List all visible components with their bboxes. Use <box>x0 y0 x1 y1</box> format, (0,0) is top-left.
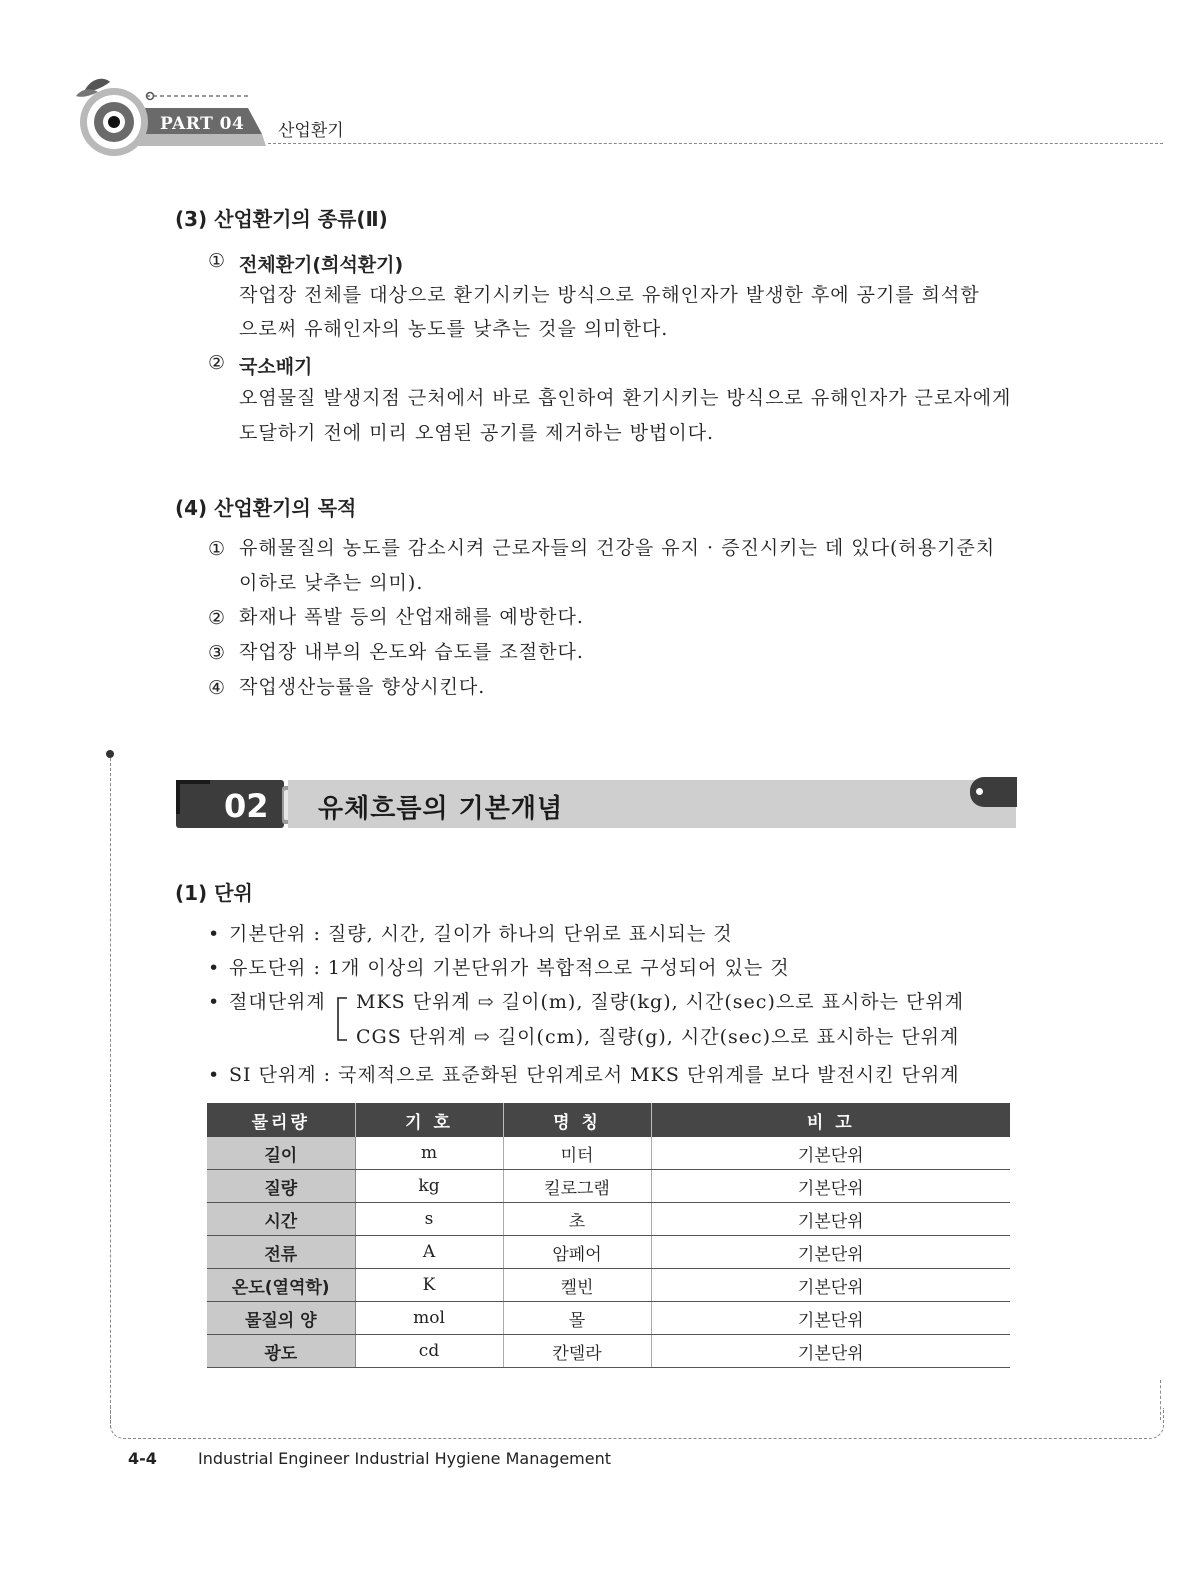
col-header: 기 호 <box>355 1103 503 1137</box>
cell-name: 칸델라 <box>503 1335 651 1368</box>
paragraph-line: 작업장 전체를 대상으로 환기시키는 방식으로 유해인자가 발생한 후에 공기를 희석함 <box>239 284 980 306</box>
col-header: 비 고 <box>651 1103 1010 1137</box>
col-header: 명 칭 <box>503 1103 651 1137</box>
cell-note: 기본단위 <box>651 1302 1010 1335</box>
paragraph-line: 으로써 유해인자의 농도를 낮추는 것을 의미한다. <box>239 318 669 340</box>
item-marker: ③ <box>208 642 226 664</box>
paragraph-line: 오염물질 발생지점 근처에서 바로 흡인하여 환기시키는 방식으로 유해인자가 근로자에게 <box>239 387 1012 409</box>
cell-symbol: m <box>355 1137 503 1170</box>
cell-name: 몰 <box>503 1302 651 1335</box>
cell-note: 기본단위 <box>651 1236 1010 1269</box>
cell-note: 기본단위 <box>651 1170 1010 1203</box>
frame-border-left <box>110 758 111 1428</box>
cell-quantity: 온도(열역학) <box>207 1269 355 1302</box>
item-title: 전체환기(희석환기) <box>239 254 404 276</box>
cell-symbol: s <box>355 1203 503 1236</box>
cell-quantity: 물질의 양 <box>207 1302 355 1335</box>
table-row <box>207 1302 1010 1335</box>
table-row <box>207 1203 1010 1236</box>
bullet-dot: • <box>208 923 221 945</box>
section3-heading: (3) 산업환기의 종류(Ⅱ) <box>175 207 388 231</box>
cell-symbol: mol <box>355 1302 503 1335</box>
chapter-number: 02 <box>224 787 269 825</box>
frame-dot <box>106 750 114 758</box>
bullet-dot: • <box>208 991 221 1013</box>
list-item: 작업장 내부의 온도와 습도를 조절한다. <box>239 641 584 663</box>
item-marker: ① <box>208 538 226 560</box>
cell-note: 기본단위 <box>651 1335 1010 1368</box>
part-label: PART 04 <box>160 114 245 134</box>
part-title: 산업환기 <box>278 121 344 141</box>
frame-border-right <box>1160 1380 1161 1420</box>
mks-line: MKS 단위계 ⇨ 길이(m), 질량(kg), 시간(sec)으로 표시하는 단위계 <box>356 991 965 1013</box>
paragraph-line: 도달하기 전에 미리 오염된 공기를 제거하는 방법이다. <box>239 422 715 444</box>
cell-symbol: K <box>355 1269 503 1302</box>
table-row <box>207 1335 1010 1368</box>
bracket-icon <box>333 996 349 1044</box>
table-header-row <box>207 1103 1010 1137</box>
cell-name: 켈빈 <box>503 1269 651 1302</box>
banner-dot <box>976 788 983 795</box>
cell-symbol: kg <box>355 1170 503 1203</box>
bullet-dot: • <box>208 957 221 979</box>
bullet-text: 기본단위 : 질량, 시간, 길이가 하나의 단위로 표시되는 것 <box>229 923 733 945</box>
item-marker: ② <box>208 352 226 374</box>
cell-quantity: 전류 <box>207 1236 355 1269</box>
cell-quantity: 광도 <box>207 1335 355 1368</box>
book-title: Industrial Engineer Industrial Hygiene Management <box>198 1449 612 1468</box>
list-item: 이하로 낮추는 의미). <box>239 572 424 594</box>
cell-name: 킬로그램 <box>503 1170 651 1203</box>
bullet-text: 유도단위 : 1개 이상의 기본단위가 복합적으로 구성되어 있는 것 <box>229 957 790 979</box>
item-marker: ① <box>208 250 226 272</box>
si-units-table <box>207 1103 1010 1368</box>
list-item: 화재나 폭발 등의 산업재해를 예방한다. <box>239 606 584 628</box>
table-row <box>207 1137 1010 1170</box>
cell-symbol: cd <box>355 1335 503 1368</box>
cell-note: 기본단위 <box>651 1203 1010 1236</box>
cell-name: 암페어 <box>503 1236 651 1269</box>
table-row <box>207 1236 1010 1269</box>
item-marker: ② <box>208 607 226 629</box>
units-heading: (1) 단위 <box>175 881 253 905</box>
cell-note: 기본단위 <box>651 1137 1010 1170</box>
cell-quantity: 시간 <box>207 1203 355 1236</box>
bullet-dot: • <box>208 1064 221 1086</box>
cell-name: 초 <box>503 1203 651 1236</box>
item-title: 국소배기 <box>239 356 313 378</box>
section4-heading: (4) 산업환기의 목적 <box>175 496 357 520</box>
cell-symbol: A <box>355 1236 503 1269</box>
table-row <box>207 1170 1010 1203</box>
frame-border-bottom <box>110 1408 1164 1439</box>
cgs-line: CGS 단위계 ⇨ 길이(cm), 질량(g), 시간(sec)으로 표시하는 단위계 <box>356 1026 960 1048</box>
bullet-text: SI 단위계 : 국제적으로 표준화된 단위계로서 MKS 단위계를 보다 발전시킨 단위계 <box>229 1064 960 1086</box>
cell-name: 미터 <box>503 1137 651 1170</box>
bullet-label: 절대단위계 <box>229 991 326 1013</box>
list-item: 유해물질의 농도를 감소시켜 근로자들의 건강을 유지 · 증진시키는 데 있다(허용기준치 <box>239 537 996 559</box>
cell-quantity: 질량 <box>207 1170 355 1203</box>
page-number: 4-4 <box>128 1449 157 1468</box>
cell-note: 기본단위 <box>651 1269 1010 1302</box>
header-divider <box>268 143 1163 144</box>
cell-quantity: 길이 <box>207 1137 355 1170</box>
list-item: 작업생산능률을 향상시킨다. <box>239 676 486 698</box>
col-header: 물리량 <box>207 1103 355 1137</box>
item-marker: ④ <box>208 677 226 699</box>
chapter-title: 유체흐름의 기본개념 <box>318 794 564 824</box>
table-row <box>207 1269 1010 1302</box>
